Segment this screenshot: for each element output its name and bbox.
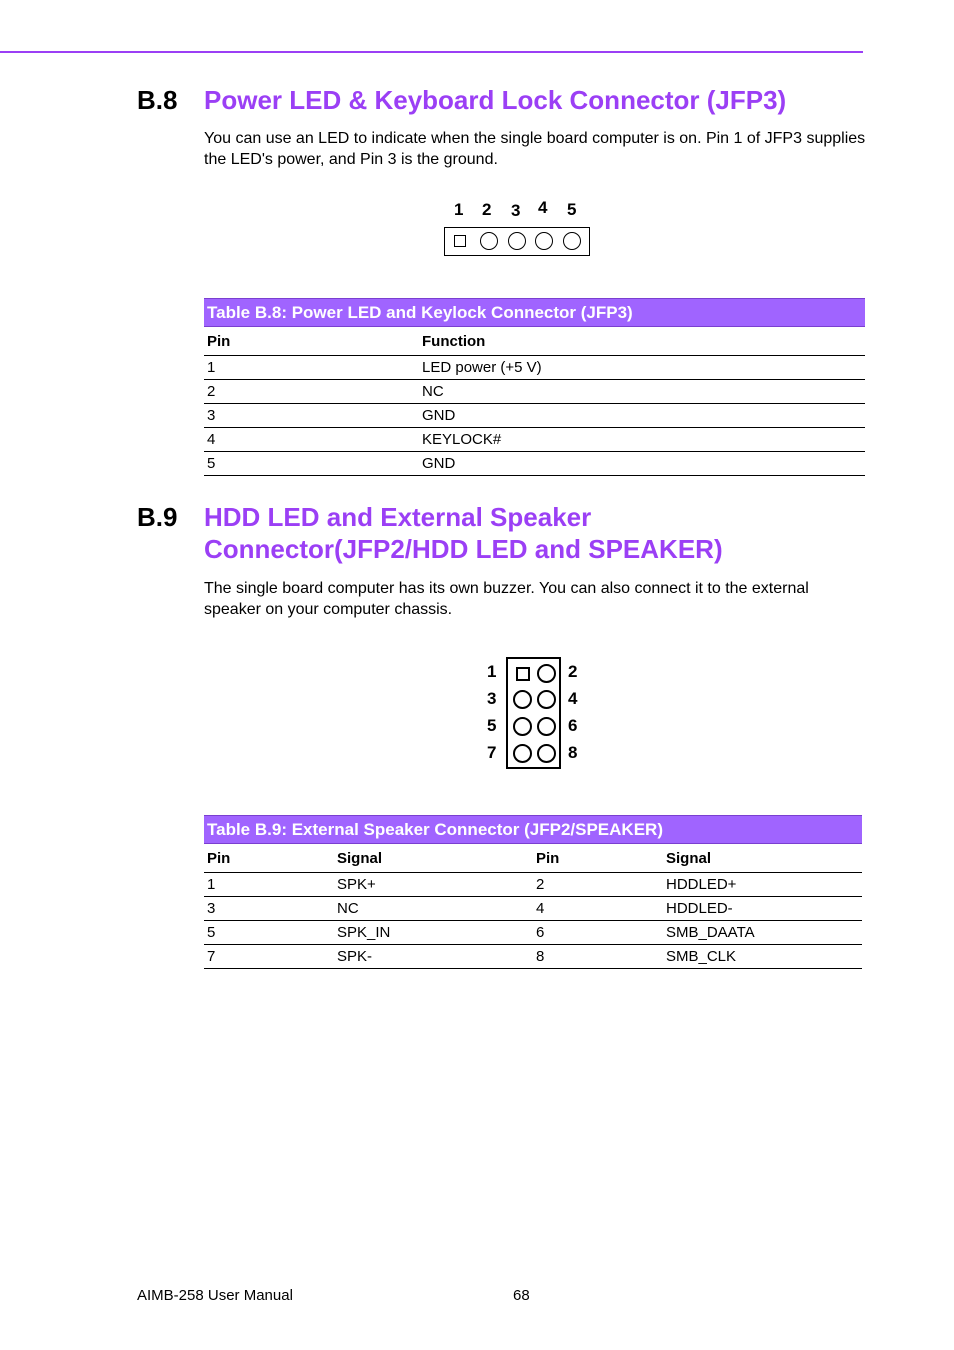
pin-label: 4 (568, 689, 578, 708)
table-cell: 4 (533, 897, 663, 921)
table-cell: 5 (204, 452, 419, 476)
table-cell: LED power (+5 V) (419, 356, 865, 380)
table-cell: 3 (204, 897, 334, 921)
pin-label: 2 (482, 200, 492, 219)
table-row (204, 452, 865, 476)
header-rule (0, 51, 863, 53)
jfp2-connector-diagram (486, 656, 586, 772)
pin-label: 5 (567, 200, 577, 219)
section-body: You can use an LED to indicate when the single board computer is on. Pin 1 of JFP3 supplies the LED's power, and Pin 3 is the ground. (204, 130, 866, 168)
pin-label: 3 (511, 201, 521, 220)
round-pin-icon (513, 744, 532, 763)
column-header: Signal (334, 844, 533, 873)
table-cell: 4 (204, 428, 419, 452)
table-cell: HDDLED- (663, 897, 862, 921)
pin-label: 1 (487, 662, 497, 681)
pin-label: 6 (568, 716, 578, 735)
footer-page-number: 68 (513, 1287, 530, 1304)
table-cell: SPK_IN (334, 921, 533, 945)
round-pin-icon (537, 717, 556, 736)
section-number: B.8 (137, 85, 178, 115)
pin-label: 8 (568, 743, 578, 762)
round-pin-icon (513, 717, 532, 736)
table-cell: SPK- (334, 945, 533, 969)
round-pin-icon (513, 690, 532, 709)
table-cell: GND (419, 404, 865, 428)
table-cell: 7 (204, 945, 334, 969)
square-pin-icon (454, 235, 466, 247)
pin-label: 7 (487, 743, 497, 762)
column-header: Signal (663, 844, 862, 873)
table-b8 (204, 298, 865, 476)
table-b9 (204, 815, 862, 969)
table-cell: 1 (204, 873, 334, 897)
section-title: Power LED & Keyboard Lock Connector (JFP3) (204, 85, 787, 115)
column-header: Function (419, 327, 865, 356)
jfp3-connector-diagram (444, 198, 590, 258)
section-body: The single board computer has its own buzzer. You can also connect it to the external speaker on your computer chassis. (204, 580, 809, 618)
table-cell: 1 (204, 356, 419, 380)
table-cell: 2 (204, 380, 419, 404)
column-header: Pin (204, 327, 419, 356)
square-pin-icon (516, 667, 530, 681)
round-pin-icon (535, 232, 553, 250)
table-cell: 5 (204, 921, 334, 945)
table-cell: 3 (204, 404, 419, 428)
round-pin-icon (563, 232, 581, 250)
round-pin-icon (537, 690, 556, 709)
table-caption: Table B.9: External Speaker Connector (JFP2/SPEAKER) (204, 816, 862, 844)
column-header: Pin (204, 844, 334, 873)
section-title-line2: Connector(JFP2/HDD LED and SPEAKER) (204, 534, 723, 564)
section-number: B.9 (137, 502, 178, 532)
table-cell: 6 (533, 921, 663, 945)
table-cell: SMB_DAATA (663, 921, 862, 945)
column-header: Pin (533, 844, 663, 873)
pin-label: 3 (487, 689, 497, 708)
pin-label: 5 (487, 716, 497, 735)
table-cell: 2 (533, 873, 663, 897)
table-cell: KEYLOCK# (419, 428, 865, 452)
table-row (204, 356, 865, 380)
pin-label: 1 (454, 200, 464, 219)
table-cell: GND (419, 452, 865, 476)
table-cell: 8 (533, 945, 663, 969)
table-row (204, 380, 865, 404)
table-row (204, 428, 865, 452)
table-cell: NC (419, 380, 865, 404)
table-cell: SMB_CLK (663, 945, 862, 969)
round-pin-icon (537, 664, 556, 683)
section-title-line1: HDD LED and External Speaker (204, 502, 592, 532)
round-pin-icon (537, 744, 556, 763)
round-pin-icon (480, 232, 498, 250)
connector-housing (444, 227, 590, 256)
pin-label: 2 (568, 662, 578, 681)
footer-manual-title: AIMB-258 User Manual (137, 1287, 293, 1304)
connector-housing (506, 657, 561, 769)
table-row (204, 897, 862, 921)
table-cell: HDDLED+ (663, 873, 862, 897)
table-caption: Table B.8: Power LED and Keylock Connector (JFP3) (204, 299, 865, 327)
table-row (204, 921, 862, 945)
round-pin-icon (508, 232, 526, 250)
table-cell: SPK+ (334, 873, 533, 897)
table-cell: NC (334, 897, 533, 921)
table-row (204, 873, 862, 897)
table-row (204, 945, 862, 969)
pin-label: 4 (538, 198, 548, 217)
table-row (204, 404, 865, 428)
